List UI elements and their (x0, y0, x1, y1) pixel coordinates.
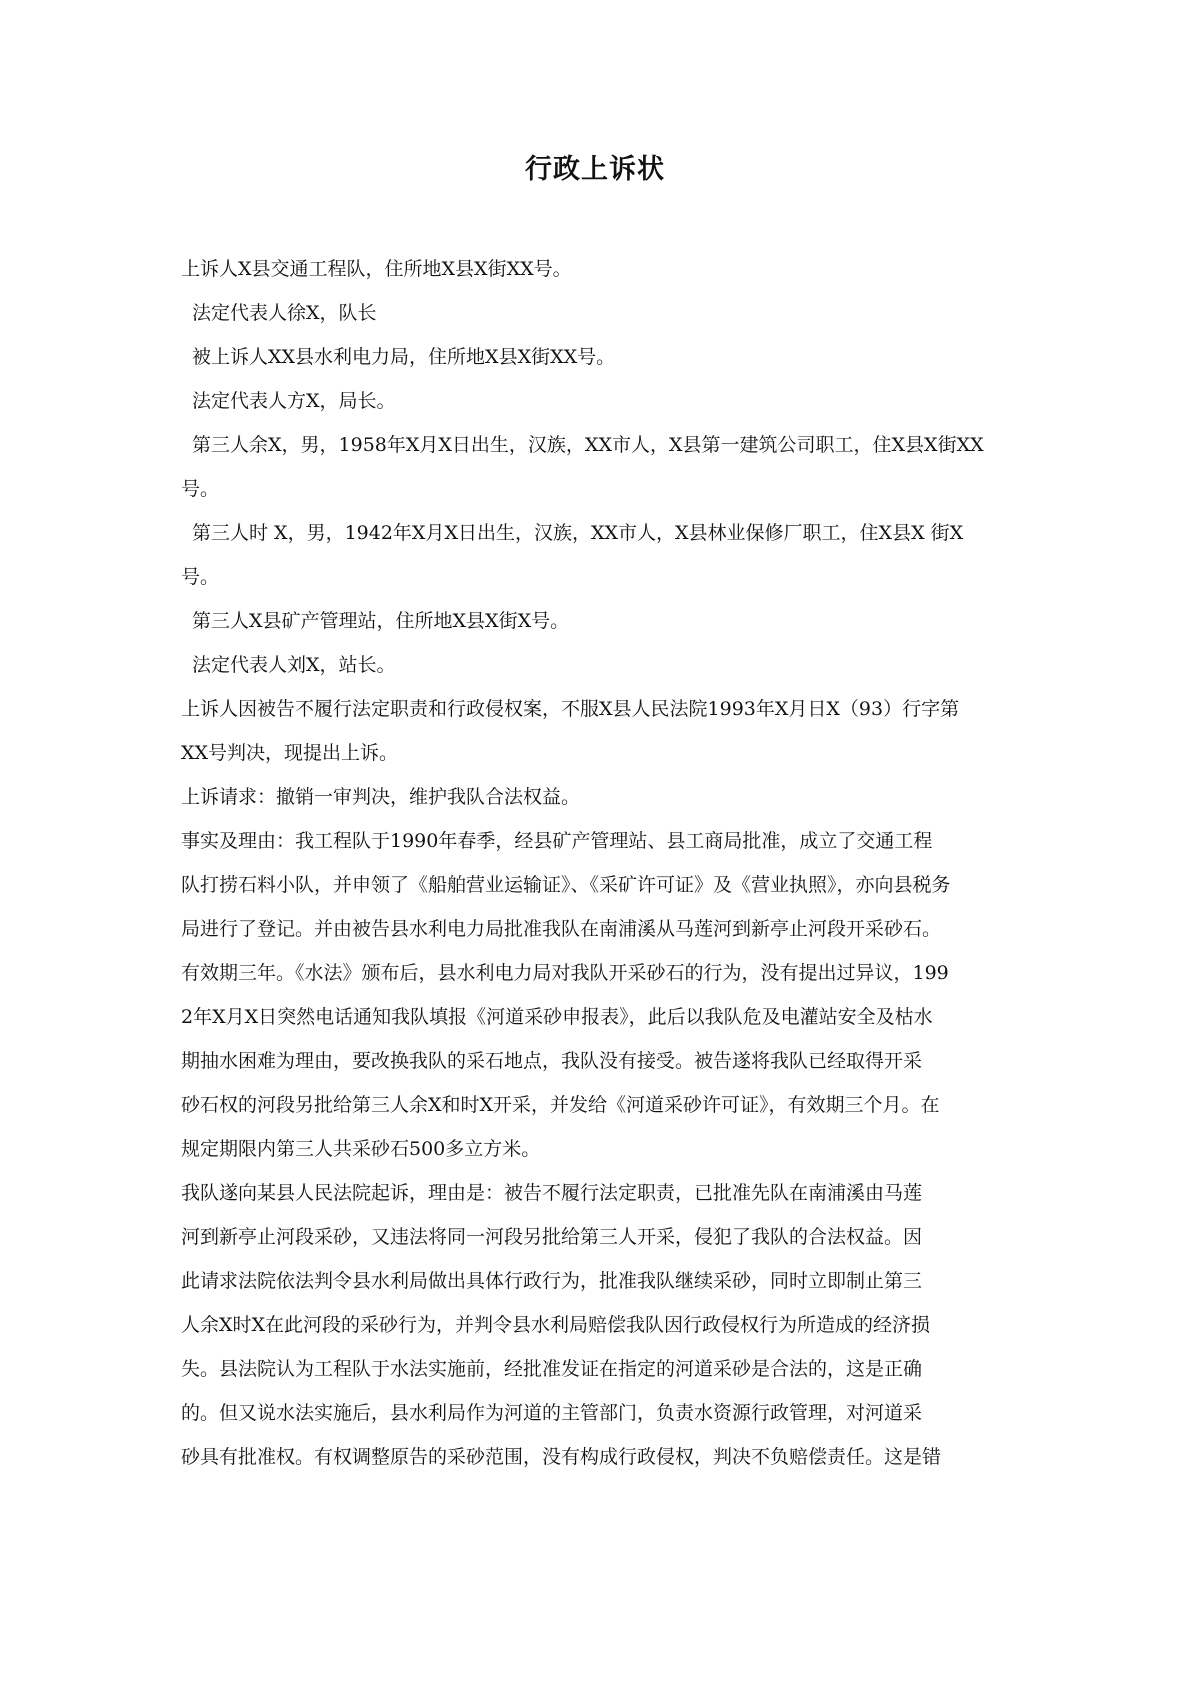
paragraph-line: 2年X月X日突然电话通知我队填报《河道采砂申报表》，此后以我队危及电灌站安全及枯水 (181, 1006, 933, 1028)
paragraph-line: 失。县法院认为工程队于水法实施前，经批准发证在指定的河道采砂是合法的，这是正确 (181, 1358, 923, 1380)
paragraph-line: 此请求法院依法判令县水利局做出具体行政行为，批准我队继续采砂，同时立即制止第三 (181, 1270, 923, 1292)
paragraph-line: 第三人X县矿产管理站，住所地X县X街X号。 (192, 610, 570, 632)
paragraph (181, 687, 1019, 775)
paragraph (181, 335, 1019, 379)
paragraph-line: 法定代表人方X，局长。 (192, 390, 396, 412)
paragraph-line: 法定代表人刘X，站长。 (192, 654, 396, 676)
paragraph-line: 号。 (181, 478, 220, 500)
paragraph-line: 被上诉人XX县水利电力局，住所地X县X街XX号。 (192, 346, 616, 368)
paragraph-line: 规定期限内第三人共采砂石500多立方米。 (181, 1138, 541, 1160)
paragraph-line: 第三人时 X，男，1942年X月X日出生，汉族，XX市人，X县林业保修厂职工，住X县X 街X (192, 522, 964, 544)
paragraph-line: 有效期三年。《水法》颁布后，县水利电力局对我队开采砂石的行为，没有提出过异议，199 (181, 962, 949, 984)
paragraph (181, 379, 1019, 423)
paragraph-line: 的。但又说水法实施后，县水利局作为河道的主管部门，负责水资源行政管理，对河道采 (181, 1402, 923, 1424)
paragraph (181, 247, 1019, 291)
paragraph-line: 队打捞石料小队，并申领了《船舶营业运输证》、《采矿许可证》及《营业执照》，亦向县税务 (181, 874, 951, 896)
paragraph-line: 第三人余X，男，1958年X月X日出生，汉族，XX市人，X县第一建筑公司职工，住X县X街XX (192, 434, 984, 456)
paragraph (181, 1171, 1019, 1479)
paragraph-line: 法定代表人徐X，队长 (192, 302, 377, 324)
paragraph (181, 643, 1019, 687)
paragraph-line: 上诉人因被告不履行法定职责和行政侵权案，不服X县人民法院1993年X月日X（93）行字第 (181, 698, 960, 720)
paragraph-line: 事实及理由：我工程队于1990年春季，经县矿产管理站、县工商局批准，成立了交通工程 (181, 830, 933, 852)
paragraph-line: 河到新亭止河段采砂，又违法将同一河段另批给第三人开采，侵犯了我队的合法权益。因 (181, 1226, 923, 1248)
paragraph-line: 砂石权的河段另批给第三人余X和时X开采，并发给《河道采砂许可证》，有效期三个月。在 (181, 1094, 940, 1116)
document-body (181, 247, 1019, 1479)
paragraph (181, 423, 1019, 467)
paragraph-line: 我队遂向某县人民法院起诉，理由是：被告不履行法定职责，已批准先队在南浦溪由马莲 (181, 1182, 923, 1204)
paragraph-line: 号。 (181, 566, 220, 588)
paragraph-line: 上诉人X县交通工程队，住所地X县X街XX号。 (181, 258, 572, 280)
paragraph-line: 期抽水困难为理由，要改换我队的采石地点，我队没有接受。被告遂将我队已经取得开采 (181, 1050, 923, 1072)
paragraph (181, 511, 1019, 555)
paragraph (181, 599, 1019, 643)
document-title: 行政上诉状 (525, 154, 665, 185)
paragraph (181, 291, 1019, 335)
paragraph (181, 819, 1019, 1171)
paragraph-line: 人余X时X在此河段的采砂行为，并判令县水利局赔偿我队因行政侵权行为所造成的经济损 (181, 1314, 931, 1336)
paragraph (181, 775, 1019, 819)
paragraph-line: XX号判决，现提出上诉。 (181, 742, 399, 764)
paragraph-line: 砂具有批准权。有权调整原告的采砂范围，没有构成行政侵权，判决不负赔偿责任。这是错 (181, 1446, 942, 1468)
paragraph-line: 上诉请求：撤销一审判决，维护我队合法权益。 (181, 786, 581, 808)
paragraph-line: 局进行了登记。并由被告县水利电力局批准我队在南浦溪从马莲河到新亭止河段开采砂石。 (181, 918, 942, 940)
paragraph (181, 555, 1019, 599)
paragraph (181, 467, 1019, 511)
